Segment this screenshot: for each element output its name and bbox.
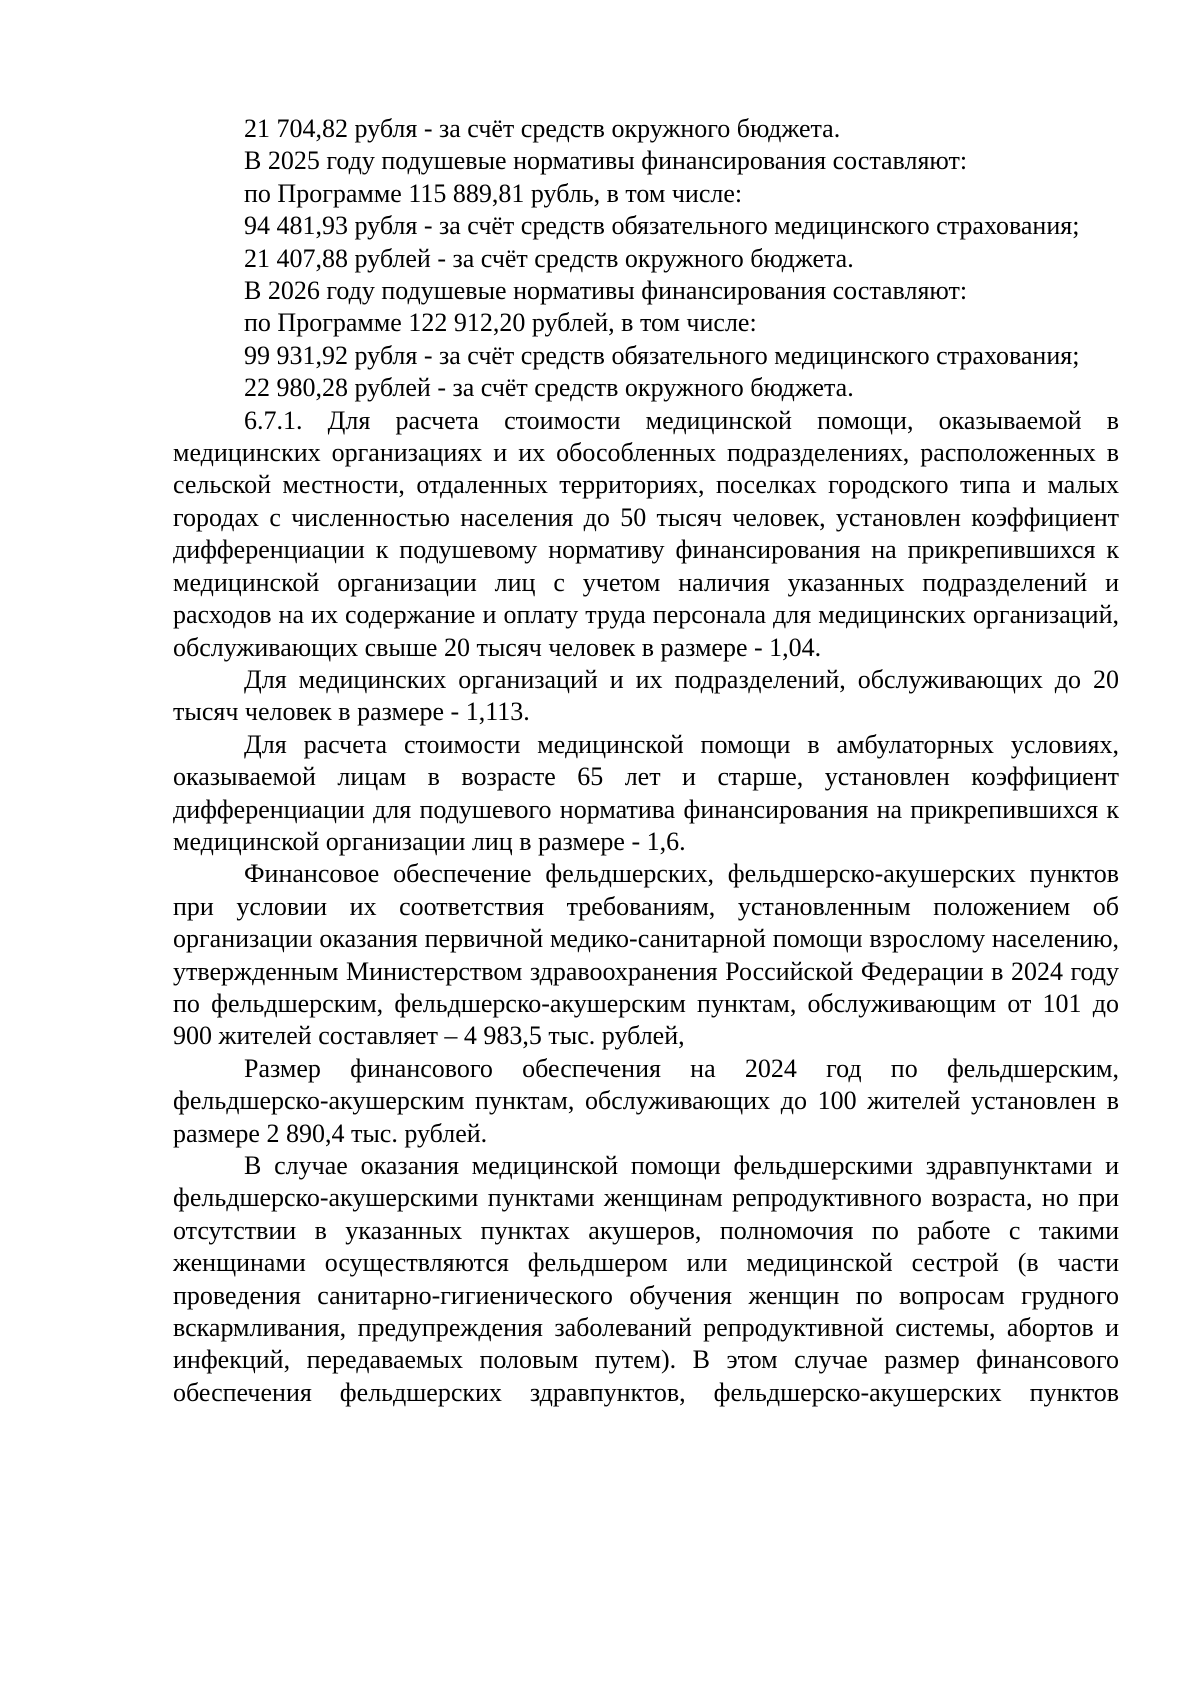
paragraph-2026-heading: В 2026 году подушевые нормативы финансирования составляют:: [244, 276, 968, 306]
paragraph-elderly-coefficient: Для расчета стоимости медицинской помощи в амбулаторных условиях, оказываемой лицам в возрасте 65 лет и старше, установлен коэффициент дифференциации для подушевого норматива финансирования на прикрепившихся к медицинской организации лиц в размере - 1,6.: [173, 729, 1119, 856]
paragraph-fap-small-financing: Размер финансового обеспечения на 2024 год по фельдшерским, фельдшерско-акушерским пунктам, обслуживающих до 100 жителей установлен в размере 2 890,4 тыс. рублей.: [173, 1053, 1119, 1148]
paragraph-2026-program-total: по Программе 122 912,20 рублей, в том числе:: [244, 308, 757, 338]
paragraph-2025-oms: 94 481,93 рубля - за счёт средств обязательного медицинского страхования;: [244, 211, 1080, 241]
paragraph-2025-program-total: по Программе 115 889,81 рубль, в том числе:: [244, 178, 743, 208]
paragraph-reproductive-age-women: В случае оказания медицинской помощи фельдшерскими здравпунктами и фельдшерско-акушерскими пунктами женщинам репродуктивного возраста, но при отсутствии в указанных пунктах акушеров, полномочия по работе с такими женщинами осуществляются фельдшером или медицинской сестрой (в части проведения санитарно-гигиенического обучения женщин по вопросам грудного вскармливания, предупреждения заболеваний репродуктивной системы, абортов и инфекций, передаваемых половым путем). В этом случае размер финансового обеспечения фельдшерских здравпунктов, фельдшерско-акушерских пунктов: [173, 1151, 1119, 1407]
paragraph-2026-oms: 99 931,92 рубля - за счёт средств обязательного медицинского страхования;: [244, 340, 1080, 370]
paragraph-2025-regional-budget: 21 407,88 рублей - за счёт средств окружного бюджета.: [244, 243, 854, 273]
paragraph-6-7-1-coefficient: 6.7.1. Для расчета стоимости медицинской помощи, оказываемой в медицинских организациях и их обособленных подразделениях, расположенных в сельской местности, отдаленных территориях, поселках городского типа и малых городах с численностью населения до 50 тысяч человек, установлен коэффициент дифференциации к подушевому нормативу финансирования на прикрепившихся к медицинской организации лиц с учетом наличия указанных подразделений и расходов на их содержание и оплату труда персонала для медицинских организаций, обслуживающих свыше 20 тысяч человек в размере - 1,04.: [173, 405, 1119, 662]
paragraph-2025-heading: В 2025 году подушевые нормативы финансирования составляют:: [244, 146, 968, 176]
document-page: [173, 113, 1119, 1409]
paragraph-small-organizations: Для медицинских организаций и их подразделений, обслуживающих до 20 тысяч человек в размере - 1,113.: [173, 664, 1119, 727]
paragraph-regional-budget-2024: 21 704,82 рубля - за счёт средств окружного бюджета.: [244, 114, 841, 143]
paragraph-2026-regional-budget: 22 980,28 рублей - за счёт средств окружного бюджета.: [244, 373, 854, 403]
paragraph-fap-financing: Финансовое обеспечение фельдшерских, фельдшерско-акушерских пунктов при условии их соответствия требованиям, установленным положением об организации оказания первичной медико-санитарной помощи взрослому населению, утвержденным Министерством здравоохранения Российской Федерации в 2024 году по фельдшерским, фельдшерско-акушерским пунктам, обслуживающим от 101 до 900 жителей составляет – 4 983,5 тыс. рублей,: [173, 859, 1119, 1051]
